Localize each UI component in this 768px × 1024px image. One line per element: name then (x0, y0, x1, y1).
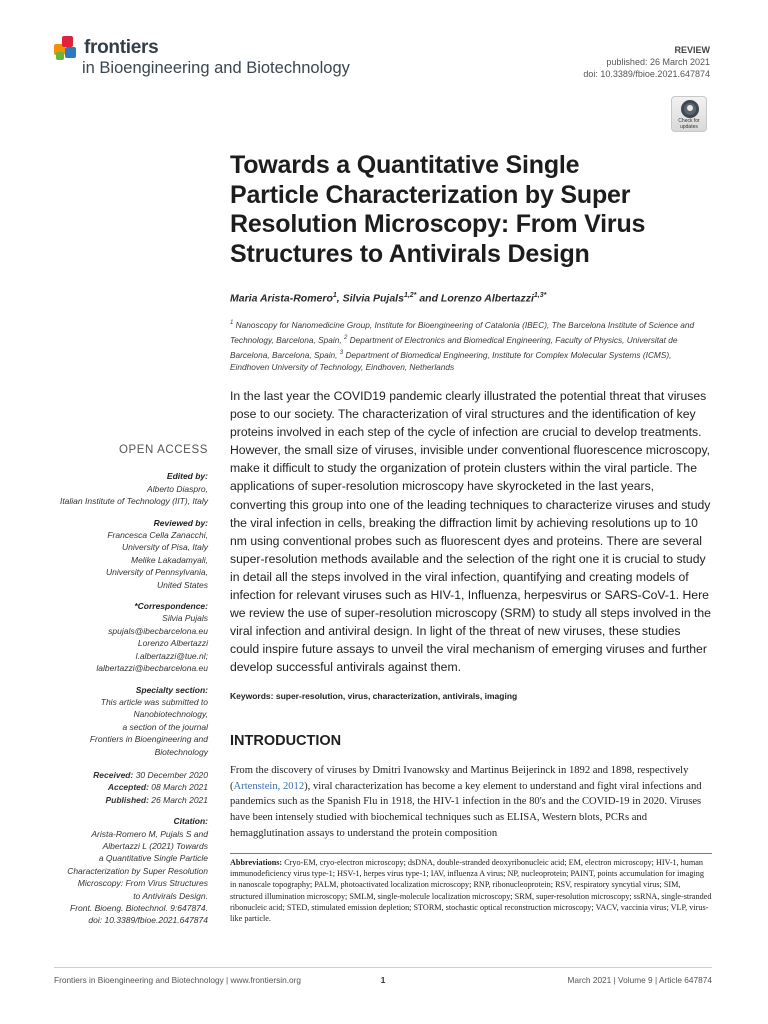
accepted-date: Accepted: 08 March 2021 (107, 782, 208, 793)
contact-email[interactable]: l.albertazzi@tue.nl; (135, 650, 208, 661)
editor-line: Alberto Diaspro, (147, 483, 208, 494)
badge-line-2: updates (680, 123, 698, 130)
frontiers-logo-icon (54, 36, 80, 62)
citation-line: Characterization by Super Resolution (67, 865, 208, 876)
author-separator: , (336, 292, 340, 305)
check-updates-icon (681, 100, 699, 118)
footer-issue: March 2021 | Volume 9 | Article 647874 (567, 975, 712, 985)
section-heading-introduction: INTRODUCTION (230, 733, 342, 749)
received-date: Received: 30 December 2020 (93, 769, 208, 780)
badge-line-1: Check for (678, 118, 700, 124)
edited-by-heading: Edited by: (166, 471, 208, 482)
author-conjunction: and (419, 292, 438, 305)
citation-link[interactable]: Artenstein, 2012 (233, 780, 305, 792)
article-meta (583, 44, 710, 80)
specialty-line: Frontiers in Bioengineering and (89, 734, 208, 745)
editor-line: Italian Institute of Technology (IIT), Italy (59, 496, 208, 507)
affiliations (230, 317, 710, 374)
citation-heading: Citation: (173, 816, 208, 827)
article-doi[interactable]: doi: 10.3389/fbioe.2021.647874 (583, 69, 710, 79)
abbreviations-label: Abbreviations: (230, 858, 283, 867)
contact-name: Silvia Pujals (162, 613, 208, 624)
keywords-text: super-resolution, virus, characterization, antivirals, imaging (275, 691, 518, 701)
title-line-3: Resolution Microscopy: From Virus (230, 210, 646, 238)
specialty-line: a section of the journal (122, 721, 208, 732)
affil-1: Nanoscopy for Nanomedicine Group, Institute for Bioengineering of Catalonia (IBEC), The Barcelona Institute of Science and Technology, Barcelona, Spain, (230, 319, 695, 345)
author-list (230, 292, 546, 305)
article-title (230, 151, 700, 269)
author-1-affil: 1 (332, 292, 337, 299)
citation-line: Arista-Romero M, Pujals S and (91, 828, 208, 839)
author-2[interactable]: Silvia Pujals (342, 292, 404, 305)
footer-journal[interactable]: Frontiers in Bioengineering and Biotechnology | www.frontiersin.org (54, 975, 302, 985)
article-type: REVIEW (674, 45, 710, 55)
author-2-affil: 1,2* (403, 292, 417, 299)
journal-logo[interactable] (54, 34, 384, 84)
keywords (230, 691, 517, 701)
abbreviations-footnote (230, 853, 712, 924)
journal-brand: frontiers (84, 37, 159, 58)
affil-3-num: 3 (339, 349, 344, 356)
author-3[interactable]: Lorenzo Albertazzi (440, 292, 534, 305)
reviewer-line: Francesca Cella Zanacchi, (107, 530, 208, 541)
published-date: published: 26 March 2021 (606, 57, 710, 67)
reviewer-line: Melike Lakadamyali, (130, 554, 208, 565)
abstract: In the last year the COVID19 pandemic clearly illustrated the potential threat that viruses pose to our society. The characterization of viral structures and the identification of key proteins involved in each step of the cycle of infection are crucial to develop treatments. However, the small size of viruses, invisible under conventional fluorescence microscopy, make it difficult to study the organization of protein clusters within the viral particle. The applications of super-resolution microscopy have skyrocketed in the last years, converting this group into one of the leading techniques to characterize viruses and study the viral infection in cells, breaking the diffraction limit by achieving resolutions up to 10 nm using conventional probes such as fluorescent dyes and proteins. There are several super-resolution methods available and the selection of the right one it is crucial to study in detail all the steps involved in the viral infection, quantifying and creating models of infection for relevant viruses such as HIV-1, Influenza, herpesvirus or SARS-CoV-1. Here we review the use of super-resolution microscopy (SRM) to study all steps involved in the viral infection and antiviral design. In light of the threat of new viruses, these studies could inspire future assays to unveil the viral mechanism of emerging viruses and further develop successful antivirals against them. (230, 389, 711, 675)
journal-name: in Bioengineering and Biotechnology (82, 59, 350, 77)
title-line-1: Towards a Quantitative Single (230, 151, 580, 179)
correspondence-heading: *Correspondence: (134, 601, 208, 612)
citation-line: a Quantitative Single Particle (98, 853, 208, 864)
page-number: 1 (380, 975, 386, 985)
affil-1-num: 1 (230, 320, 234, 326)
citation-line: Front. Bioeng. Biotechnol. 9:647874. (70, 903, 208, 913)
footer-divider (54, 967, 712, 968)
reviewer-line: University of Pennsylvania, (105, 567, 208, 578)
title-line-4: Structures to Antivirals Design (230, 239, 590, 268)
contact-email[interactable]: lalbertazzi@ibecbarcelona.eu (96, 663, 208, 674)
introduction-paragraph: From the discovery of viruses by Dmitri Ivanowsky and Martinus Beijerinck in 1892 and 1898, respectively (Artenstein, 2012), viral characterization has become a key element to understand and fight viral infections and pandemics such as the Spanish Flu in 1918, the HIV-1 infection in the 80's and the COVID-19 in 2020. Viruses have been intensely studied with biochemical techniques such as ELISA, Western blots, PCRs and hemagglutination assays to understand the protein composition (230, 765, 702, 839)
affil-3: Department of Biomedical Engineering, Institute for Complex Molecular Systems (ICMS), Eindhoven University of Technology, Eindhoven, Netherlands (230, 349, 672, 373)
specialty-line: Biotechnology (154, 746, 208, 757)
citation-line: Albertazzi L (2021) Towards (102, 840, 208, 851)
author-3-affil: 1,3* (533, 292, 547, 299)
check-for-updates-button[interactable] (671, 96, 707, 132)
keywords-label: Keywords: (230, 691, 274, 701)
article-info-sidebar (40, 444, 208, 927)
affil-2: Department of Electronics and Biomedical Engineering, Faculty of Physics, Universitat de Barcelona, Barcelona, Spain, (230, 334, 678, 360)
reviewer-line: University of Pisa, Italy (122, 542, 208, 553)
citation-line: Microscopy: From Virus Structures (77, 878, 208, 889)
abbreviations-text: Cryo-EM, cryo-electron microscopy; dsDNA, double-stranded deoxyribonucleic acid; EM, electron microscopy; HIV-1, human immunodeficiency virus type-1; HSV-1, herpes virus type-1; IAV, influenza A virus; NP, nucleoprotein; PAINT, points accumulation for imaging in nanoscale topography; PALM, photoactivated localization microscopy; RNP, ribonucleoprotein; RSV, respiratory syncytial virus; SIM, structured illumination microscopy; SMLM, single-molecule localization microscopy; SRM, super-resolution microscopy; ssRNA, single-stranded ribonucleic acid; STED, stimulated emission depletion; STORM, stochastic optical reconstruction microscopy; VACV, vaccinia virus; VLP, virus-like particle. (230, 858, 712, 924)
affil-2-num: 2 (343, 334, 348, 341)
author-1[interactable]: Maria Arista-Romero (230, 292, 333, 305)
title-line-2: Particle Characterization by Super (230, 180, 631, 209)
open-access-label: OPEN ACCESS (118, 444, 208, 456)
reviewed-by-heading: Reviewed by: (153, 517, 208, 528)
contact-email[interactable]: spujals@ibecbarcelona.eu (108, 625, 208, 636)
citation-doi[interactable]: doi: 10.3389/fbioe.2021.647874 (88, 915, 208, 926)
reviewer-line: United States (156, 579, 208, 590)
specialty-heading: Specialty section: (135, 684, 208, 695)
contact-name: Lorenzo Albertazzi (137, 638, 208, 649)
specialty-line: Nanobiotechnology, (133, 709, 208, 720)
published-date-sidebar: Published: 26 March 2021 (105, 794, 208, 805)
specialty-line: This article was submitted to (100, 696, 208, 707)
citation-line: to Antivirals Design. (133, 890, 208, 901)
